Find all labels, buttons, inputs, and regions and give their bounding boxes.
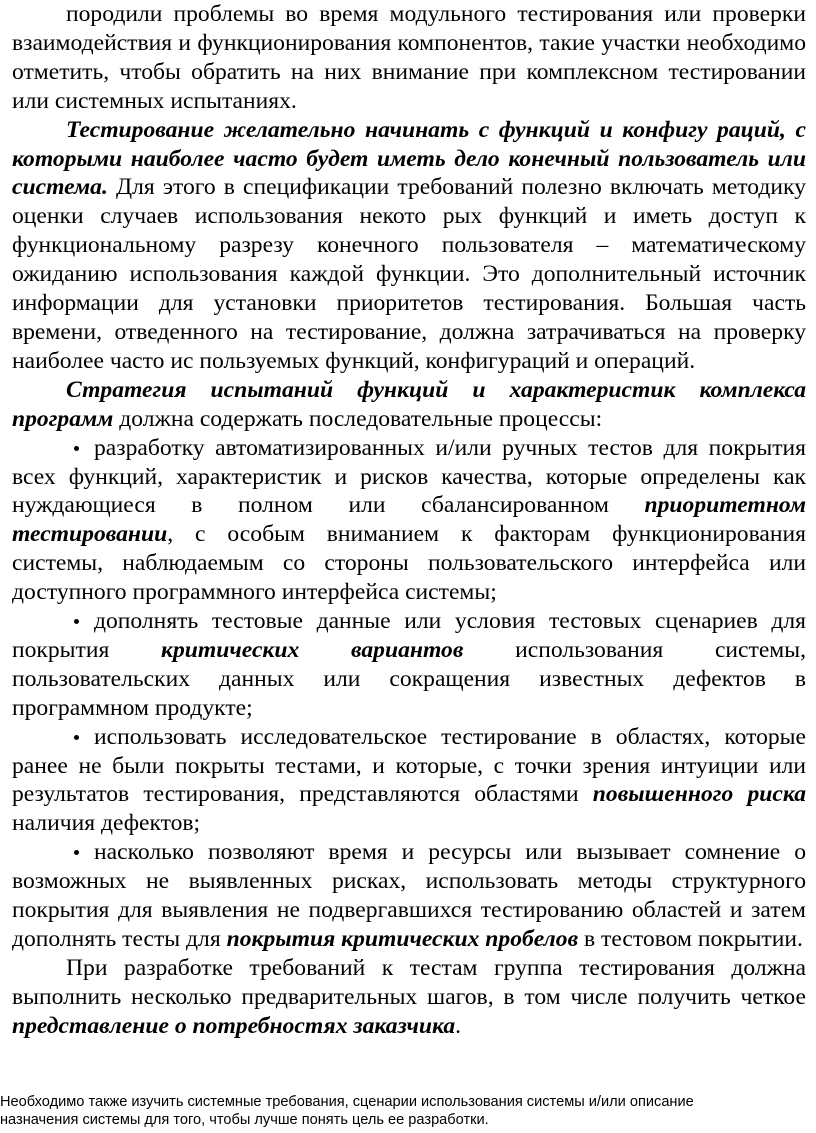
emphasis-text: Стратегия испытаний функций и характеристик комплекса программ — [12, 376, 806, 432]
bullet-icon — [74, 850, 79, 855]
list-item-text: насколько позволяют время и ресурсы или вызывает сомнение о возможных не выявленных рисках, использовать методы структурного покрытия для выявления не подвергавшихся тестированию областей и затем дополнять тесты для — [12, 839, 806, 952]
emphasis-text: приоритетном тестировании — [12, 492, 806, 548]
list-item — [12, 723, 806, 839]
paragraph-text: При разработке требований к тестам группа тестирования должна выполнить несколько предварительных шагов, в том числе получить четкое — [12, 954, 806, 1010]
list-item-text: использования системы, пользовательских данных или сокращения известных дефектов в программном продукте; — [12, 636, 806, 721]
paragraph-text: породили проблемы во время модульного тестирования или проверки взаимодействия и функционирования компонентов, такие участки необходимо отметить, чтобы обратить на них внимание при комплексном тестировании или системных испытаниях. — [12, 1, 806, 114]
list-item — [12, 434, 806, 607]
footnote-line: назначения системы для того, чтобы лучше понять цель ее разработки. — [0, 1112, 489, 1129]
paragraph-requirements — [12, 954, 806, 1041]
paragraph-text: . — [455, 1012, 462, 1039]
footnote-line: Необходимо также изучить системные требования, сценарии использования системы и/или описание — [0, 1094, 694, 1110]
paragraph-continuation — [12, 0, 806, 116]
list-item-text: наличия дефектов; — [12, 810, 201, 837]
list-item-text: дополнять тестовые данные или условия тестовых сценариев для покрытия — [12, 608, 806, 663]
emphasis-text: критических вариантов — [161, 636, 464, 663]
emphasis-text: Тестирование желательно начинать с функций и конфигу раций, с которыми наиболее часто будет иметь дело конечный пользователь или система. — [12, 116, 806, 201]
emphasis-text: представление о потребностях заказчика — [12, 1012, 456, 1039]
main-text — [12, 0, 806, 1041]
paragraph-strategy — [12, 376, 806, 434]
list-item-text: в тестовом покрытии. — [578, 926, 803, 952]
bullet-icon — [74, 446, 79, 451]
emphasis-text: повышенного риска — [592, 781, 807, 808]
list-item — [12, 607, 806, 723]
footnote — [0, 1093, 816, 1129]
bullet-icon — [74, 619, 79, 624]
list-item-text: , с особым вниманием к факторам функционирования системы, наблюдаемым со стороны пользовательского интерфейса или доступного программного интерфейса системы; — [12, 521, 806, 606]
list-item — [12, 838, 806, 954]
list-item-text: разработку автоматизированных и/или ручных тестов для покрытия всех функций, характеристик и рисков качества, которые определены как нуждающиеся в полном или сбалансированном — [12, 434, 806, 519]
bullet-icon — [74, 735, 79, 740]
paragraph-text: должна содержать последовательные процессы: — [113, 405, 603, 432]
paragraph-text: Для этого в спецификации требований полезно включать методику оценки случаев использования некото рых функций и иметь доступ к функциональному разрезу конечного пользователя – математическому ожиданию использования каждой функции. Это дополнительный источник информации для установки приоритетов тестирования. Большая часть времени, отведенного на тестирование, должна затрачиваться на проверку наиболее часто ис пользуемых функций, конфигураций и операций. — [12, 174, 806, 374]
paragraph-priority — [12, 116, 806, 376]
list-item-text: использовать исследовательское тестирование в областях, которые ранее не были покрыты тестами, и которые, с точки зрения интуиции или результатов тестирования, представляются областями — [12, 723, 806, 808]
emphasis-text: покрытия критических пробелов — [226, 926, 579, 952]
